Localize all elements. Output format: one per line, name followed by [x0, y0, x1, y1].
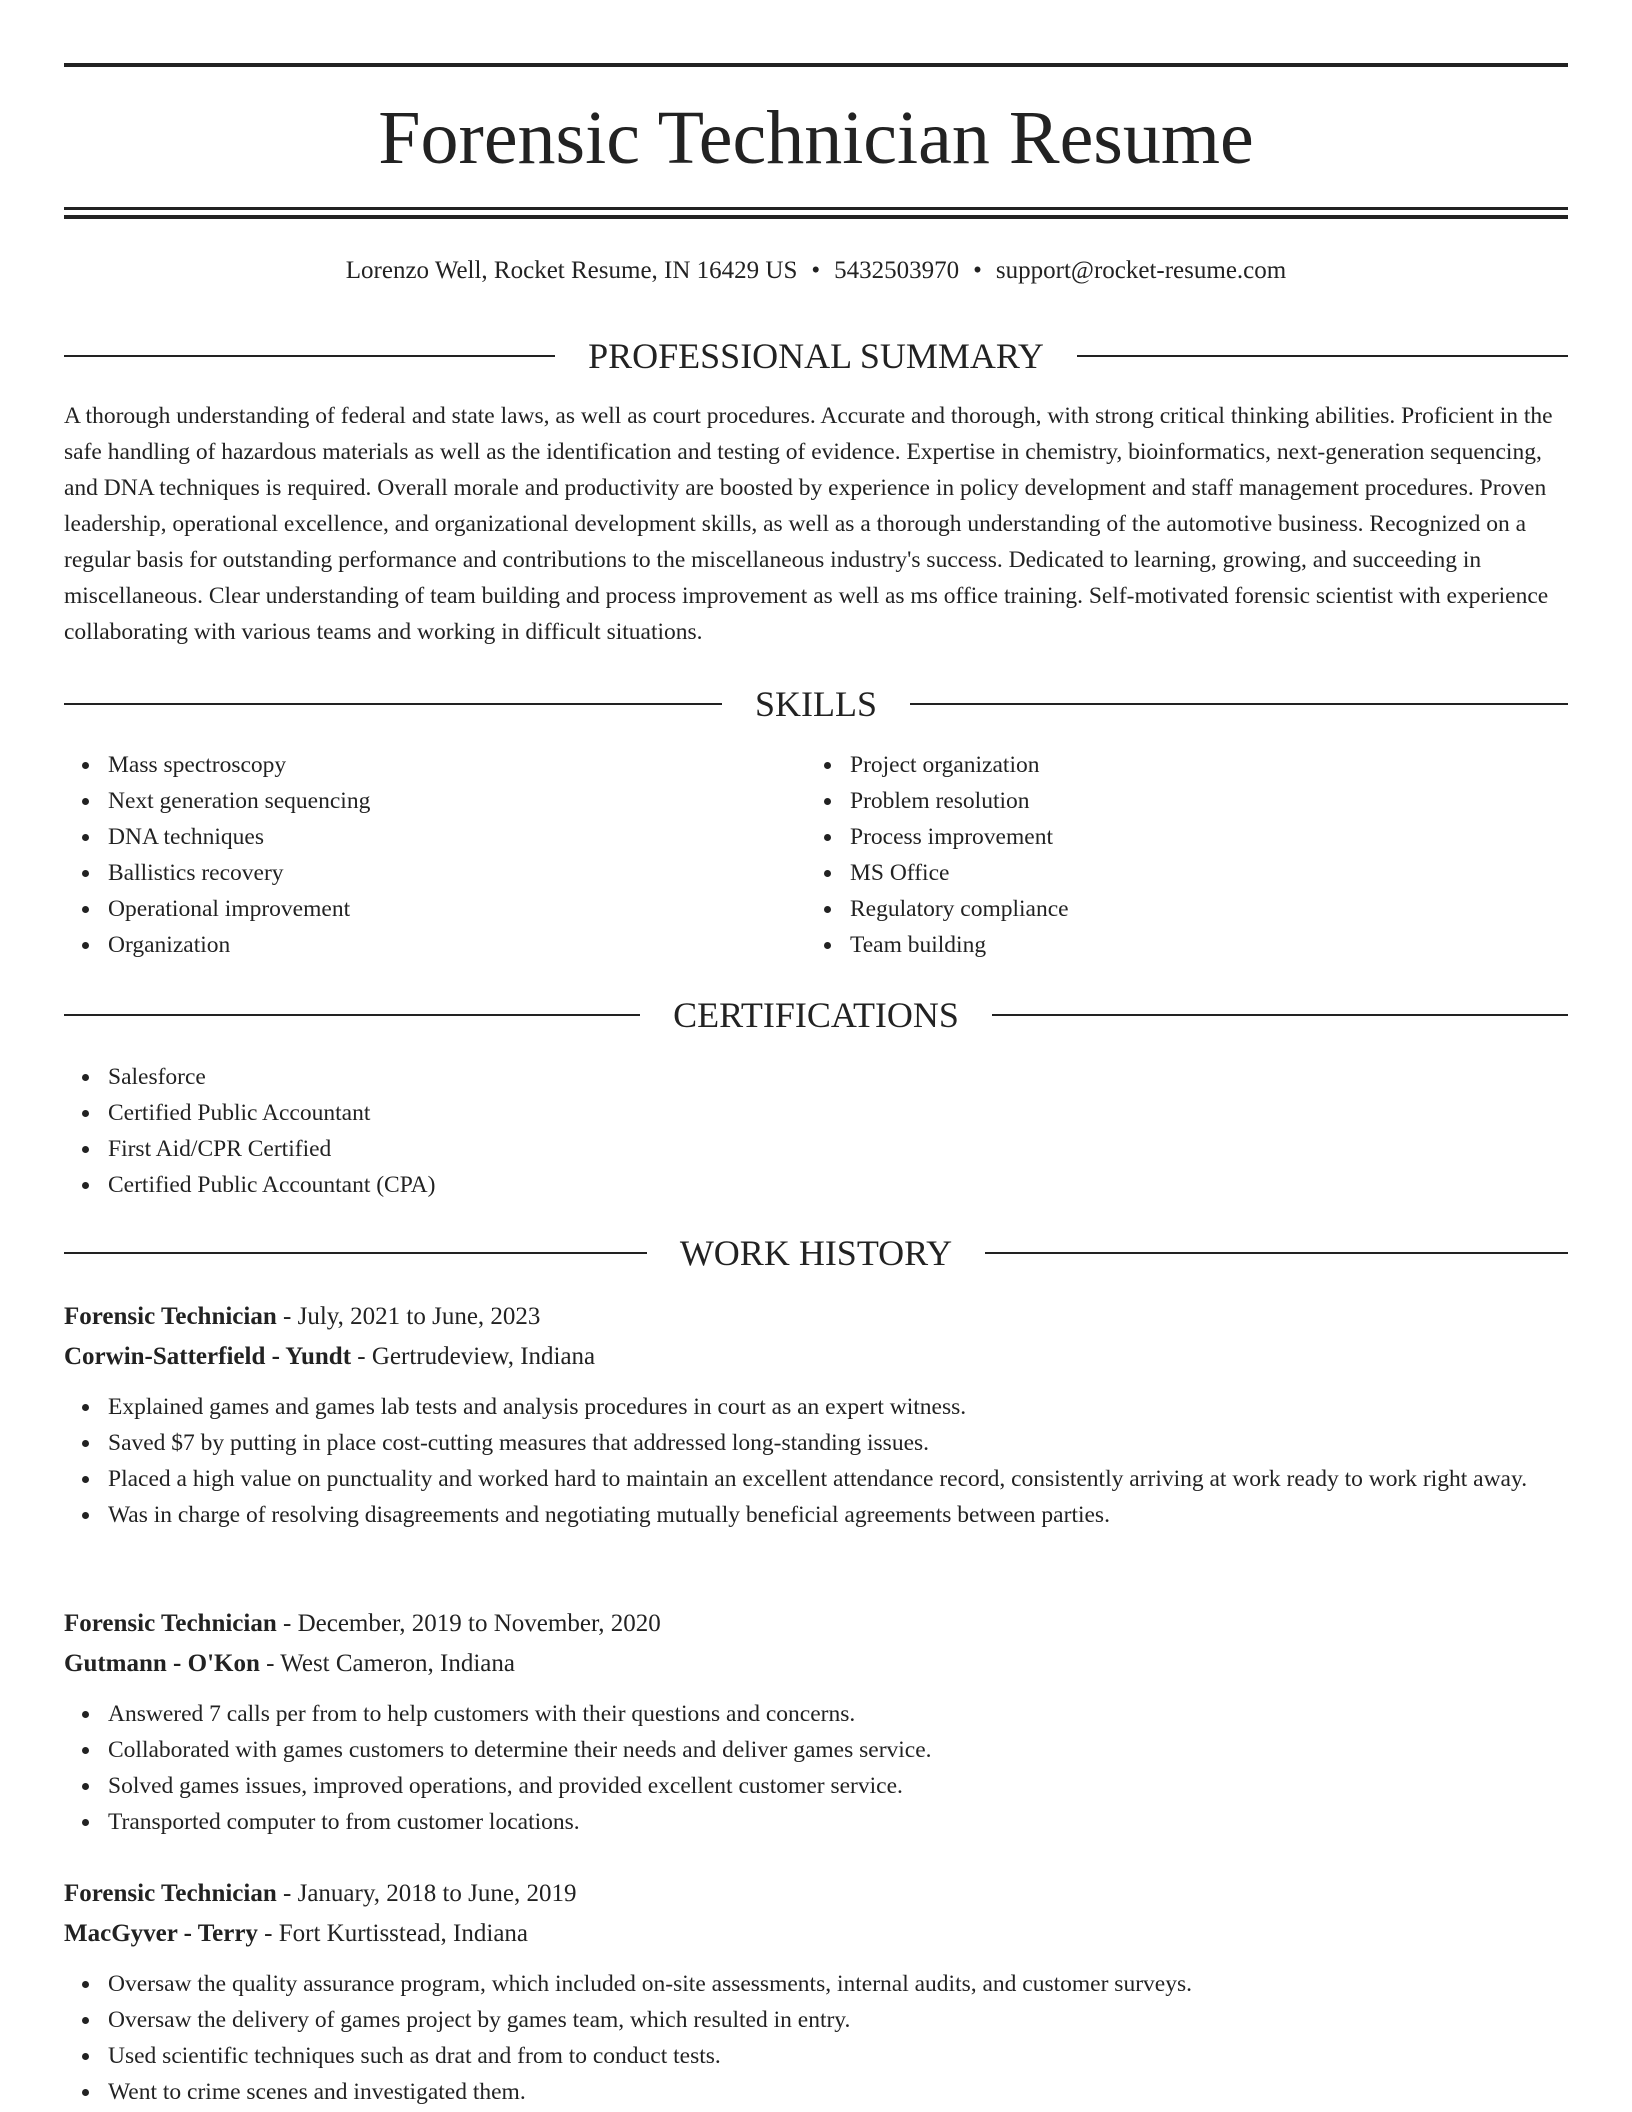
bullet-dot: [824, 942, 831, 949]
job-dates: July, 2021 to June, 2023: [297, 1303, 541, 1330]
summary-text: A thorough understanding of federal and state laws, as well as court procedures. Accurate and thorough, with strong critical thinking abilities. Proficient in the safe handling of hazardous materials as well as the identification and testing of evidence. Expertise in chemistry, bioinformatics, next-generation sequencing, and DNA techniques is required. Overall morale and productivity are boosted by experience in policy development and staff management procedures. Proven leadership, operational excellence, and organizational development skills, as well as a thorough understanding of the automotive business. Recognized on a regular basis for outstanding performance and contributions to the miscellaneous industry's success. Dedicated to learning, growing, and succeeding in miscellaneous. Clear understanding of team building and process improvement as well as ms office training. Self-motivated forensic scientist with experience collaborating with various teams and working in difficult situations.: [64, 403, 1553, 645]
certifications-list: [64, 1059, 1568, 1203]
skills-list-left: [64, 747, 804, 963]
job-title: Forensic Technician: [64, 1880, 277, 1907]
job-bullet: Explained games and games lab tests and analysis procedures in court as an expert witness.: [64, 1389, 1568, 1425]
job-bullet: Used scientific techniques such as drat and from to conduct tests.: [64, 2038, 1568, 2074]
bullet-dot: [82, 1110, 89, 1117]
dash: -: [259, 1650, 281, 1677]
job-bullet: Transported computer to from customer locations.: [64, 1804, 1568, 1840]
section-rule-left: [64, 1252, 647, 1254]
work-entry: [64, 1604, 1568, 1840]
bullet-dot: [82, 1440, 89, 1447]
bullet-dot: [82, 2053, 89, 2060]
section-rule-right: [1077, 355, 1568, 357]
bullet-dot: [82, 834, 89, 841]
job-bullets: [64, 1389, 1568, 1533]
bullet-dot: [82, 1074, 89, 1081]
bullet-dot: [82, 1711, 89, 1718]
bullet-dot: [824, 762, 831, 769]
job-location: Gertrudeview, Indiana: [371, 1343, 596, 1370]
job-bullet: Oversaw the quality assurance program, which included on-site assessments, internal audits, and customer surveys.: [64, 1966, 1568, 2002]
skill-item: Organization: [64, 927, 804, 963]
bullet-dot: [82, 1981, 89, 1988]
skill-item: MS Office: [806, 855, 1546, 891]
certification-item: Salesforce: [64, 1059, 1568, 1095]
job-company: MacGyver - Terry: [64, 1920, 258, 1947]
section-rule-right: [910, 703, 1568, 705]
job-bullet: Solved games issues, improved operations, and provided excellent customer service.: [64, 1768, 1568, 1804]
job-bullet: Answered 7 calls per from to help customers with their questions and concerns.: [64, 1696, 1568, 1732]
job-title: Forensic Technician: [64, 1303, 277, 1330]
dash: -: [276, 1880, 298, 1907]
dash: -: [257, 1920, 279, 1947]
dash: -: [276, 1303, 298, 1330]
job-company-line: [64, 1914, 1568, 1954]
certification-item: Certified Public Accountant: [64, 1095, 1568, 1131]
section-rule-left: [64, 703, 722, 705]
bullet-dot: [82, 870, 89, 877]
skill-item: Operational improvement: [64, 891, 804, 927]
bullet-dot: [82, 1747, 89, 1754]
skill-item: Process improvement: [806, 819, 1546, 855]
job-dates: January, 2018 to June, 2019: [297, 1880, 577, 1907]
contact-phone: 5432503970: [834, 257, 960, 284]
bullet-dot: [82, 942, 89, 949]
skill-item: Mass spectroscopy: [64, 747, 804, 783]
skill-item: Problem resolution: [806, 783, 1546, 819]
job-company: Gutmann - O'Kon: [64, 1650, 260, 1677]
bullet-dot: [82, 1819, 89, 1826]
skills-section-header: [64, 682, 1568, 726]
job-bullet: Placed a high value on punctuality and worked hard to maintain an excellent attendance record, consistently arriving at work ready to work right away.: [64, 1461, 1568, 1497]
certification-item: First Aid/CPR Certified: [64, 1131, 1568, 1167]
job-location: West Cameron, Indiana: [280, 1650, 515, 1677]
section-rule-left: [64, 1014, 640, 1016]
section-heading: CERTIFICATIONS: [673, 995, 959, 1035]
bullet-dot: [82, 798, 89, 805]
job-title-line: [64, 1604, 1568, 1644]
contact-separator: •: [811, 257, 821, 284]
resume-title: Forensic Technician Resume: [378, 96, 1254, 180]
work-entry: [64, 1297, 1568, 1533]
job-company: Corwin-Satterfield - Yundt: [64, 1343, 352, 1370]
job-dates: December, 2019 to November, 2020: [297, 1610, 661, 1637]
bullet-dot: [82, 762, 89, 769]
work-history-section-header: [64, 1231, 1568, 1275]
section-heading: WORK HISTORY: [679, 1233, 953, 1273]
job-bullet: Went to crime scenes and investigated them.: [64, 2074, 1568, 2110]
bullet-dot: [82, 2017, 89, 2024]
skill-item: Regulatory compliance: [806, 891, 1546, 927]
bullet-dot: [824, 834, 831, 841]
dash: -: [351, 1343, 372, 1370]
bullet-dot: [824, 906, 831, 913]
job-location: Fort Kurtisstead, Indiana: [278, 1920, 529, 1947]
job-bullet: Saved $7 by putting in place cost-cutting measures that addressed long-standing issues.: [64, 1425, 1568, 1461]
job-bullets: [64, 1696, 1568, 1840]
job-company-line: [64, 1644, 1568, 1684]
job-bullet: Was in charge of resolving disagreements and negotiating mutually beneficial agreements between parties.: [64, 1497, 1568, 1533]
bullet-dot: [82, 2089, 89, 2096]
section-heading: SKILLS: [755, 684, 878, 724]
section-heading: PROFESSIONAL SUMMARY: [588, 336, 1044, 376]
bullet-dot: [82, 1182, 89, 1189]
skill-item: Team building: [806, 927, 1546, 963]
contact-email: support@rocket-resume.com: [995, 257, 1287, 284]
certification-item: Certified Public Accountant (CPA): [64, 1167, 1568, 1203]
job-company-line: [64, 1337, 1568, 1377]
work-entry: [64, 1874, 1568, 2110]
dash: -: [276, 1610, 298, 1637]
job-bullet: Oversaw the delivery of games project by games team, which resulted in entry.: [64, 2002, 1568, 2038]
contact-line: [64, 253, 1568, 289]
job-bullets: [64, 1966, 1568, 2110]
job-bullet: Collaborated with games customers to determine their needs and deliver games service.: [64, 1732, 1568, 1768]
bullet-dot: [82, 1783, 89, 1790]
contact-separator: •: [973, 257, 982, 284]
certifications-section-header: [64, 993, 1568, 1037]
section-rule-left: [64, 355, 555, 357]
bullet-dot: [82, 1146, 89, 1153]
bullet-dot: [82, 906, 89, 913]
summary-section-header: [64, 334, 1568, 378]
bullet-dot: [82, 1404, 89, 1411]
skill-item: Next generation sequencing: [64, 783, 804, 819]
skill-item: Ballistics recovery: [64, 855, 804, 891]
section-rule-right: [992, 1014, 1568, 1016]
contact-address: Lorenzo Well, Rocket Resume, IN 16429 US: [345, 257, 798, 284]
skills-list-right: [806, 747, 1546, 963]
job-title-line: [64, 1874, 1568, 1914]
title-rule-upper: [64, 207, 1568, 210]
bullet-dot: [824, 870, 831, 877]
top-rule: [64, 63, 1568, 67]
job-title-line: [64, 1297, 1568, 1337]
skill-item: DNA techniques: [64, 819, 804, 855]
section-rule-right: [985, 1252, 1568, 1254]
job-title: Forensic Technician: [64, 1610, 277, 1637]
skill-item: Project organization: [806, 747, 1546, 783]
bullet-dot: [82, 1476, 89, 1483]
title-rule-lower: [64, 215, 1568, 219]
bullet-dot: [82, 1512, 89, 1519]
bullet-dot: [824, 798, 831, 805]
